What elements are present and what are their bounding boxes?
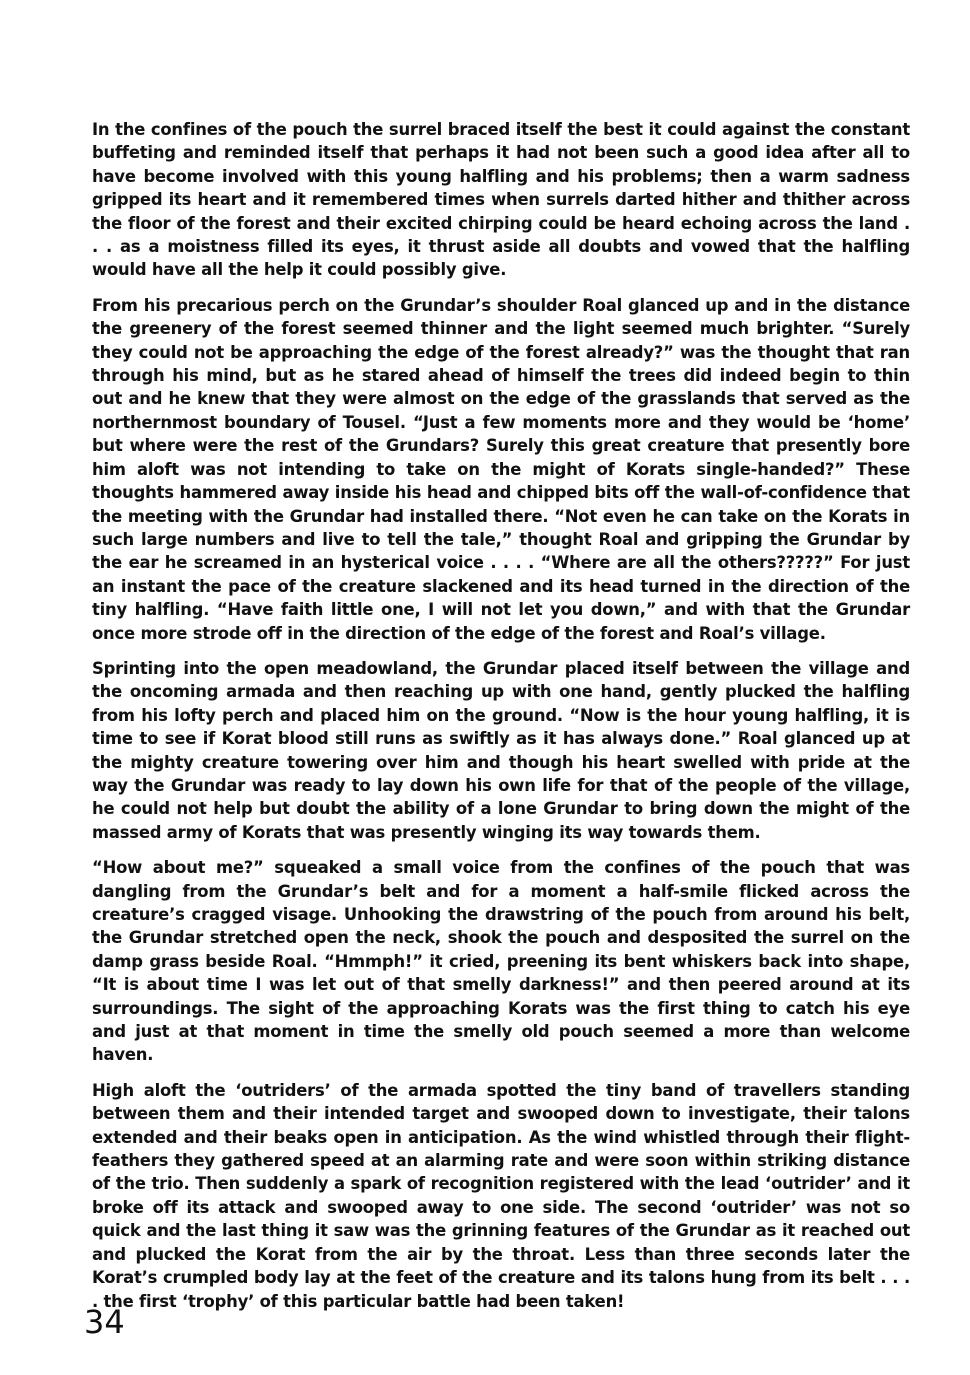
paragraph-2: From his precarious perch on the Grundar’s shoulder Roal glanced up and in the distance the greenery of the forest seemed thinner and the light seemed much brighter. “Surely they could not be approaching the edge of the forest already?” was the thought that ran through his mind, but as he stared ahead of himself the trees did indeed begin to thin out and he knew that they were almost on the edge of the grasslands that served as the northernmost boundary of Tousel. “Just a few moments more and they would be ‘home’ but where were the rest of the Grundars? Surely this great creature that presently bore him aloft was not intending to take on the might of Korats single-handed?” These thoughts hammered away inside his head and chipped bits off the wall-of-confidence that the meeting with the Grundar had installed there. “Not even he can take on the Korats in such large numbers and live to tell the tale,” thought Roal and gripping the Grundar by the ear he screamed in an hysterical voice . . . . “Where are all the others?????” For just an instant the pace of the creature slackened and its head turned in the direction of the tiny halfling. “Have faith little one, I will not let you down,” and with that the Grundar once more strode off in the direction of the edge of the forest and Roal’s village.: [92, 295, 910, 643]
body-text: [92, 118, 910, 1325]
paragraph-3: Sprinting into the open meadowland, the Grundar placed itself between the village and the oncoming armada and then reaching up with one hand, gently plucked the halfling from his lofty perch and placed him on the ground. “Now is the hour young halfling, it is time to see if Korat blood still runs as swiftly as it has always done.” Roal glanced up at the mighty creature towering over him and though his heart swelled with pride at the way the Grundar was ready to lay down his own life for that of the people of the village, he could not help but doubt the ability of a lone Grundar to bring down the might of the massed army of Korats that was presently winging its way towards them.: [92, 658, 910, 842]
paragraph-4: “How about me?” squeaked a small voice from the confines of the pouch that was dangling from the Grundar’s belt and for a moment a half-smile flicked across the creature’s cragged visage. Unhooking the drawstring of the pouch from around his belt, the Grundar stretched open the neck, shook the pouch and desposited the surrel on the damp grass beside Roal. “Hmmph!” it cried, preening its bent whiskers back into shape, “It is about time I was let out of that smelly darkness!” and then peered around at its surroundings. The sight of the approaching Korats was the first thing to catch his eye and just at that moment in time the smelly old pouch seemed a more than welcome haven.: [92, 858, 910, 1065]
page-number: 34: [84, 1303, 125, 1341]
paragraph-1: In the confines of the pouch the surrel braced itself the best it could against the constant buffeting and reminded itself that perhaps it had not been such a good idea after all to have become involved with this young halfling and his problems; then a warm sadness gripped its heart and it remembered times when surrels darted hither and thither across the floor of the forest and their excited chirping could be heard echoing across the land . . . as a moistness filled its eyes, it thrust aside all doubts and vowed that the halfling would have all the help it could possibly give.: [92, 120, 910, 280]
paragraph-5: High aloft the ‘outriders’ of the armada spotted the tiny band of travellers standing between them and their intended target and swooped down to investigate, their talons extended and their beaks open in anticipation. As the wind whistled through their flight-feathers they gathered speed at an alarming rate and were soon within striking distance of the trio. Then suddenly a spark of recognition registered with the lead ‘outrider’ and it broke off its attack and swooped away to one side. The second ‘outrider’ was not so quick and the last thing it saw was the grinning features of the Grundar as it reached out and plucked the Korat from the air by the throat. Less than three seconds later the Korat’s crumpled body lay at the feet of the creature and its talons hung from its belt . . . . the first ‘trophy’ of this particular battle had been taken!: [92, 1080, 910, 1311]
